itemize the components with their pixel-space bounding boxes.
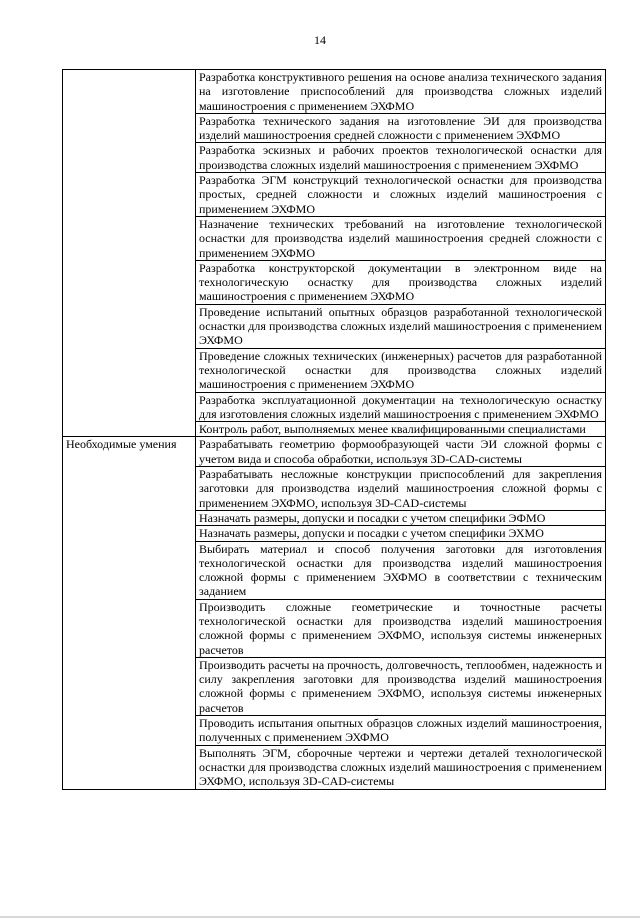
requirements-table (62, 69, 606, 790)
requirement-item: Выполнять ЭГМ, сборочные чертежи и чертежи деталей технологической оснастки для производства сложных изделий машиностроения с применением ЭХФМО, используя 3D-CAD-системы (196, 745, 606, 789)
requirement-item: Разрабатывать геометрию формообразующей части ЭИ сложной формы с учетом вида и способа обработки, используя 3D-CAD-системы (196, 437, 606, 467)
requirement-item: Производить расчеты на прочность, долговечность, теплообмен, надежность и силу закрепления заготовки для производства изделий машиностроения сложной формы с применением ЭХФМО, используя системы инженерных расчетов (196, 657, 606, 715)
requirement-item: Разработка эскизных и рабочих проектов технологической оснастки для производства сложных изделий машиностроения с применением ЭХФМО (196, 143, 606, 173)
requirement-item: Разработка эксплуатационной документации на технологическую оснастку для изготовления сложных изделий машиностроения с применением ЭХФМО (196, 392, 606, 422)
requirement-item: Назначение технических требований на изготовление технологической оснастки для производства изделий машиностроения средней сложности с применением ЭХФМО (196, 216, 606, 260)
requirement-item: Проведение испытаний опытных образцов разработанной технологической оснастки для производства сложных изделий машиностроения с применением ЭХФМО (196, 304, 606, 348)
requirement-item: Разработка конструкторской документации в электронном виде на технологическую оснастку для производства сложных изделий машиностроения с применением ЭХФМО (196, 260, 606, 304)
section-label: Необходимые умения (63, 437, 196, 789)
requirement-item: Разрабатывать несложные конструкции приспособлений для закрепления заготовки для производства изделий машиностроения сложной формы с применением ЭХФМО, используя 3D-CAD-системы (196, 467, 606, 511)
requirement-item: Проводить испытания опытных образцов сложных изделий машиностроения, полученных с применением ЭХФМО (196, 716, 606, 746)
requirement-item: Назначать размеры, допуски и посадки с учетом специфики ЭФМО (196, 510, 606, 525)
requirement-item: Производить сложные геометрические и точностные расчеты технологической оснастки для производства изделий машиностроения сложной формы с применением ЭХФМО, используя системы инженерных расчетов (196, 599, 606, 657)
requirements-table-body (63, 70, 606, 790)
requirement-item: Проведение сложных технических (инженерных) расчетов для разработанной технологической оснастки для производства сложных изделий машиностроения с применением ЭХФМО (196, 348, 606, 392)
requirement-item: Разработка конструктивного решения на основе анализа технического задания на изготовление приспособлений для производства сложных изделий машиностроения с применением ЭХФМО (196, 70, 606, 114)
page-number: 14 (314, 33, 326, 47)
section-label (63, 70, 196, 437)
table-row (63, 70, 606, 114)
requirement-item: Разработка технического задания на изготовление ЭИ для производства изделий машиностроения средней сложности с применением ЭХФМО (196, 113, 606, 143)
requirement-item: Разработка ЭГМ конструкций технологической оснастки для производства простых, средней сложности и сложных изделий машиностроения с применением ЭХФМО (196, 173, 606, 217)
requirement-item: Контроль работ, выполняемых менее квалифицированными специалистами (196, 422, 606, 437)
requirement-item: Назначать размеры, допуски и посадки с учетом специфики ЭХМО (196, 526, 606, 541)
table-row (63, 437, 606, 467)
requirement-item: Выбирать материал и способ получения заготовки для изготовления технологической оснастки для производства изделий машиностроения сложной формы с применением ЭХФМО в соответствии с техническим заданием (196, 541, 606, 599)
